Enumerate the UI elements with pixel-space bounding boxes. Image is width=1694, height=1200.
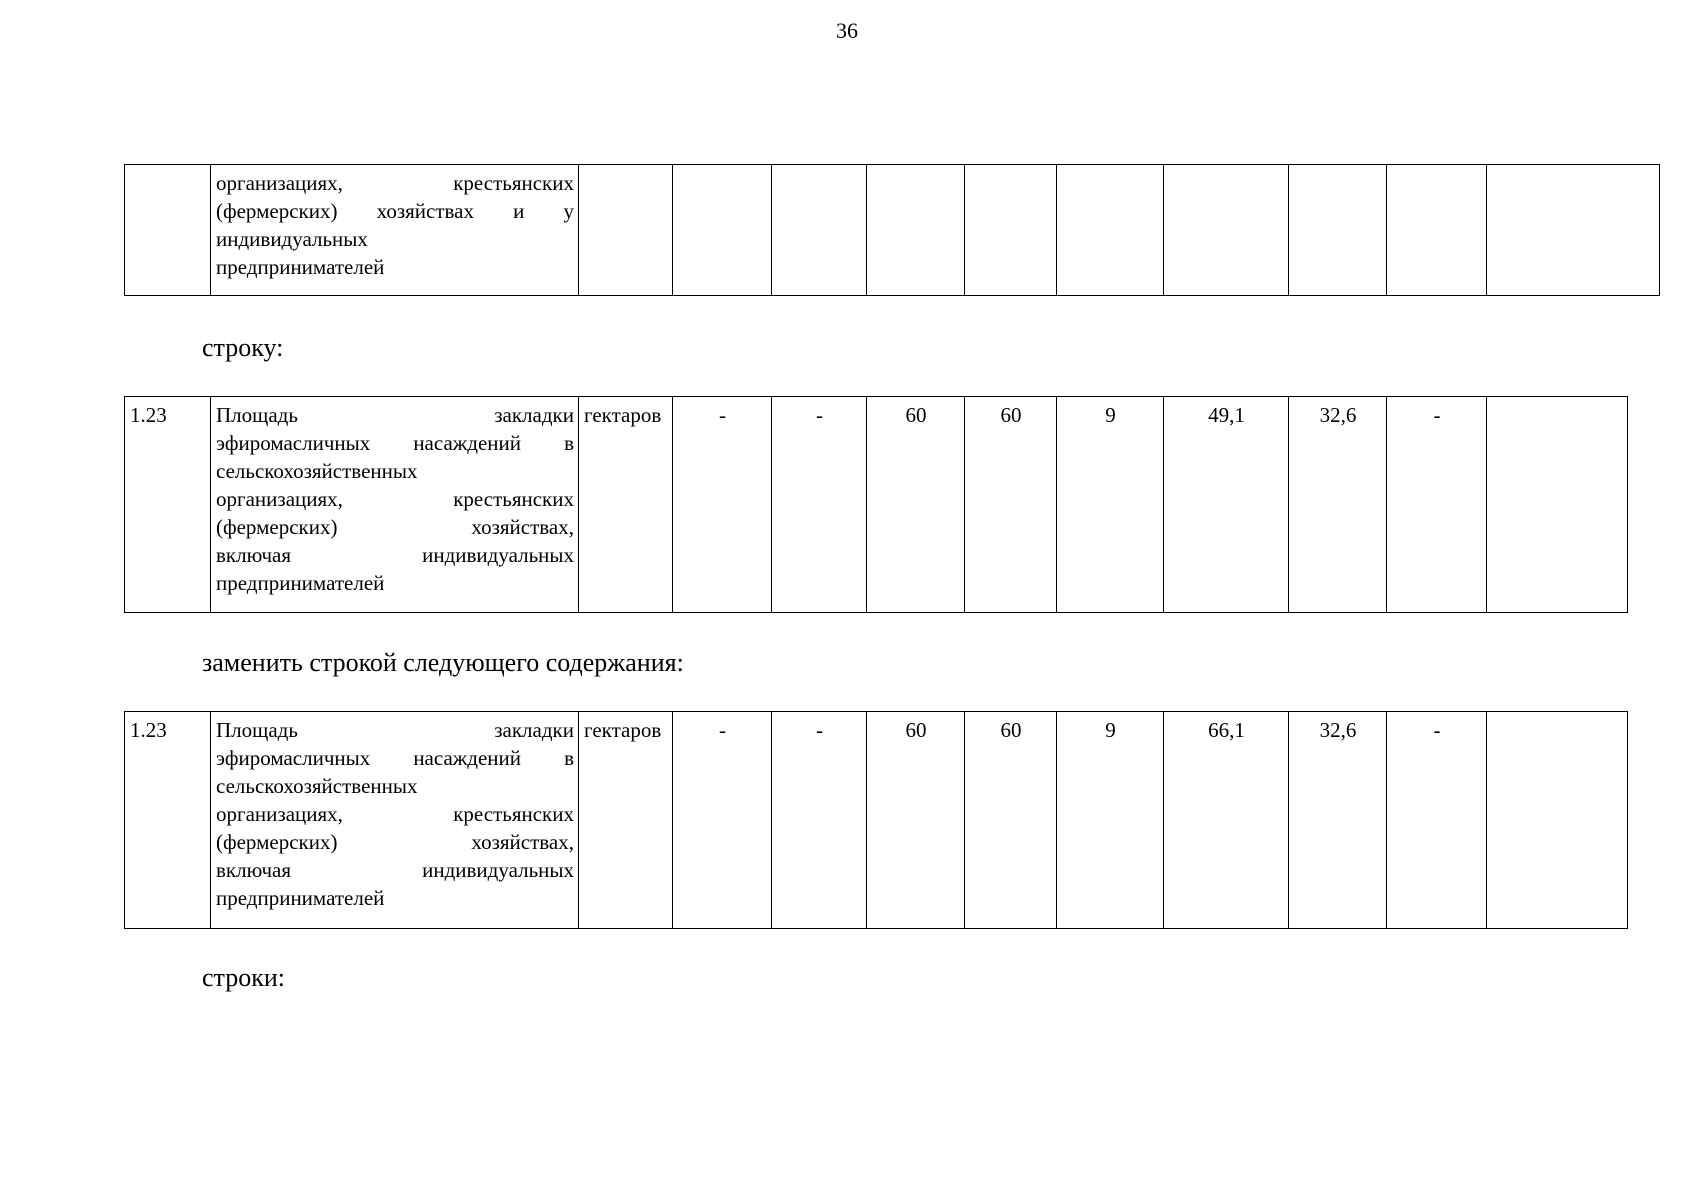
value-cell: 60 (867, 712, 965, 929)
value-cell (965, 165, 1057, 296)
description-line: индивидуальных (216, 227, 368, 251)
description-line: эфиромасличных насаждений в (216, 431, 574, 455)
description-line: организациях, крестьянских (216, 171, 574, 195)
description-line: включая индивидуальных (216, 858, 574, 882)
description-line: предпринимателей (216, 255, 385, 279)
description-line: Площадь закладки (216, 718, 574, 742)
description-line: (фермерских) хозяйствах, (216, 515, 574, 539)
value-cell: - (1387, 397, 1487, 613)
description-line: предпринимателей (216, 571, 385, 595)
value-cell: - (772, 712, 867, 929)
value-cell: - (772, 397, 867, 613)
description-line: включая индивидуальных (216, 543, 574, 567)
description-line: сельскохозяйственных (216, 774, 418, 798)
heading-row-label: строку: (202, 333, 284, 362)
table-row (125, 397, 1628, 613)
value-cell: 32,6 (1289, 397, 1387, 613)
value-cell: 49,1 (1164, 397, 1289, 613)
description-line: Площадь закладки (216, 403, 574, 427)
value-cell (772, 165, 867, 296)
page-number: 36 (836, 18, 858, 43)
value-cell: 60 (965, 712, 1057, 929)
description-line: организациях, крестьянских (216, 487, 574, 511)
value-cell (1487, 397, 1628, 613)
value-cell: 32,6 (1289, 712, 1387, 929)
row-number-cell: 1.23 (125, 712, 211, 929)
description-line: сельскохозяйственных (216, 459, 418, 483)
unit-cell: гектаров (579, 712, 673, 929)
row-number-cell: 1.23 (125, 397, 211, 613)
table-row (125, 712, 1628, 929)
value-cell (1487, 165, 1660, 296)
value-cell: 60 (965, 397, 1057, 613)
description-line: (фермерских) хозяйствах, (216, 830, 574, 854)
value-cell: - (673, 397, 772, 613)
value-cell: 9 (1057, 397, 1164, 613)
table-new-row (124, 711, 1628, 929)
value-cell: - (673, 712, 772, 929)
description-line: (фермерских) хозяйствах и у (216, 199, 574, 223)
value-cell (1387, 165, 1487, 296)
description-line: эфиромасличных насаждений в (216, 746, 574, 770)
value-cell: 66,1 (1164, 712, 1289, 929)
unit-cell: гектаров (579, 397, 673, 613)
unit-cell (579, 165, 673, 296)
value-cell (1057, 165, 1164, 296)
value-cell (1487, 712, 1628, 929)
description-line: организациях, крестьянских (216, 802, 574, 826)
row-description-cell (211, 712, 579, 929)
value-cell (1289, 165, 1387, 296)
value-cell (1164, 165, 1289, 296)
table-old-row (124, 396, 1628, 613)
heading-rows-label: строки: (202, 963, 285, 992)
row-description-cell (211, 397, 579, 613)
value-cell: 9 (1057, 712, 1164, 929)
description-line: предпринимателей (216, 886, 385, 910)
row-description-cell (211, 165, 579, 296)
value-cell (867, 165, 965, 296)
value-cell (673, 165, 772, 296)
row-number-cell (125, 165, 211, 296)
table-row (125, 165, 1660, 296)
heading-replace-instruction: заменить строкой следующего содержания: (202, 648, 684, 677)
table-continuation (124, 164, 1660, 296)
value-cell: 60 (867, 397, 965, 613)
value-cell: - (1387, 712, 1487, 929)
